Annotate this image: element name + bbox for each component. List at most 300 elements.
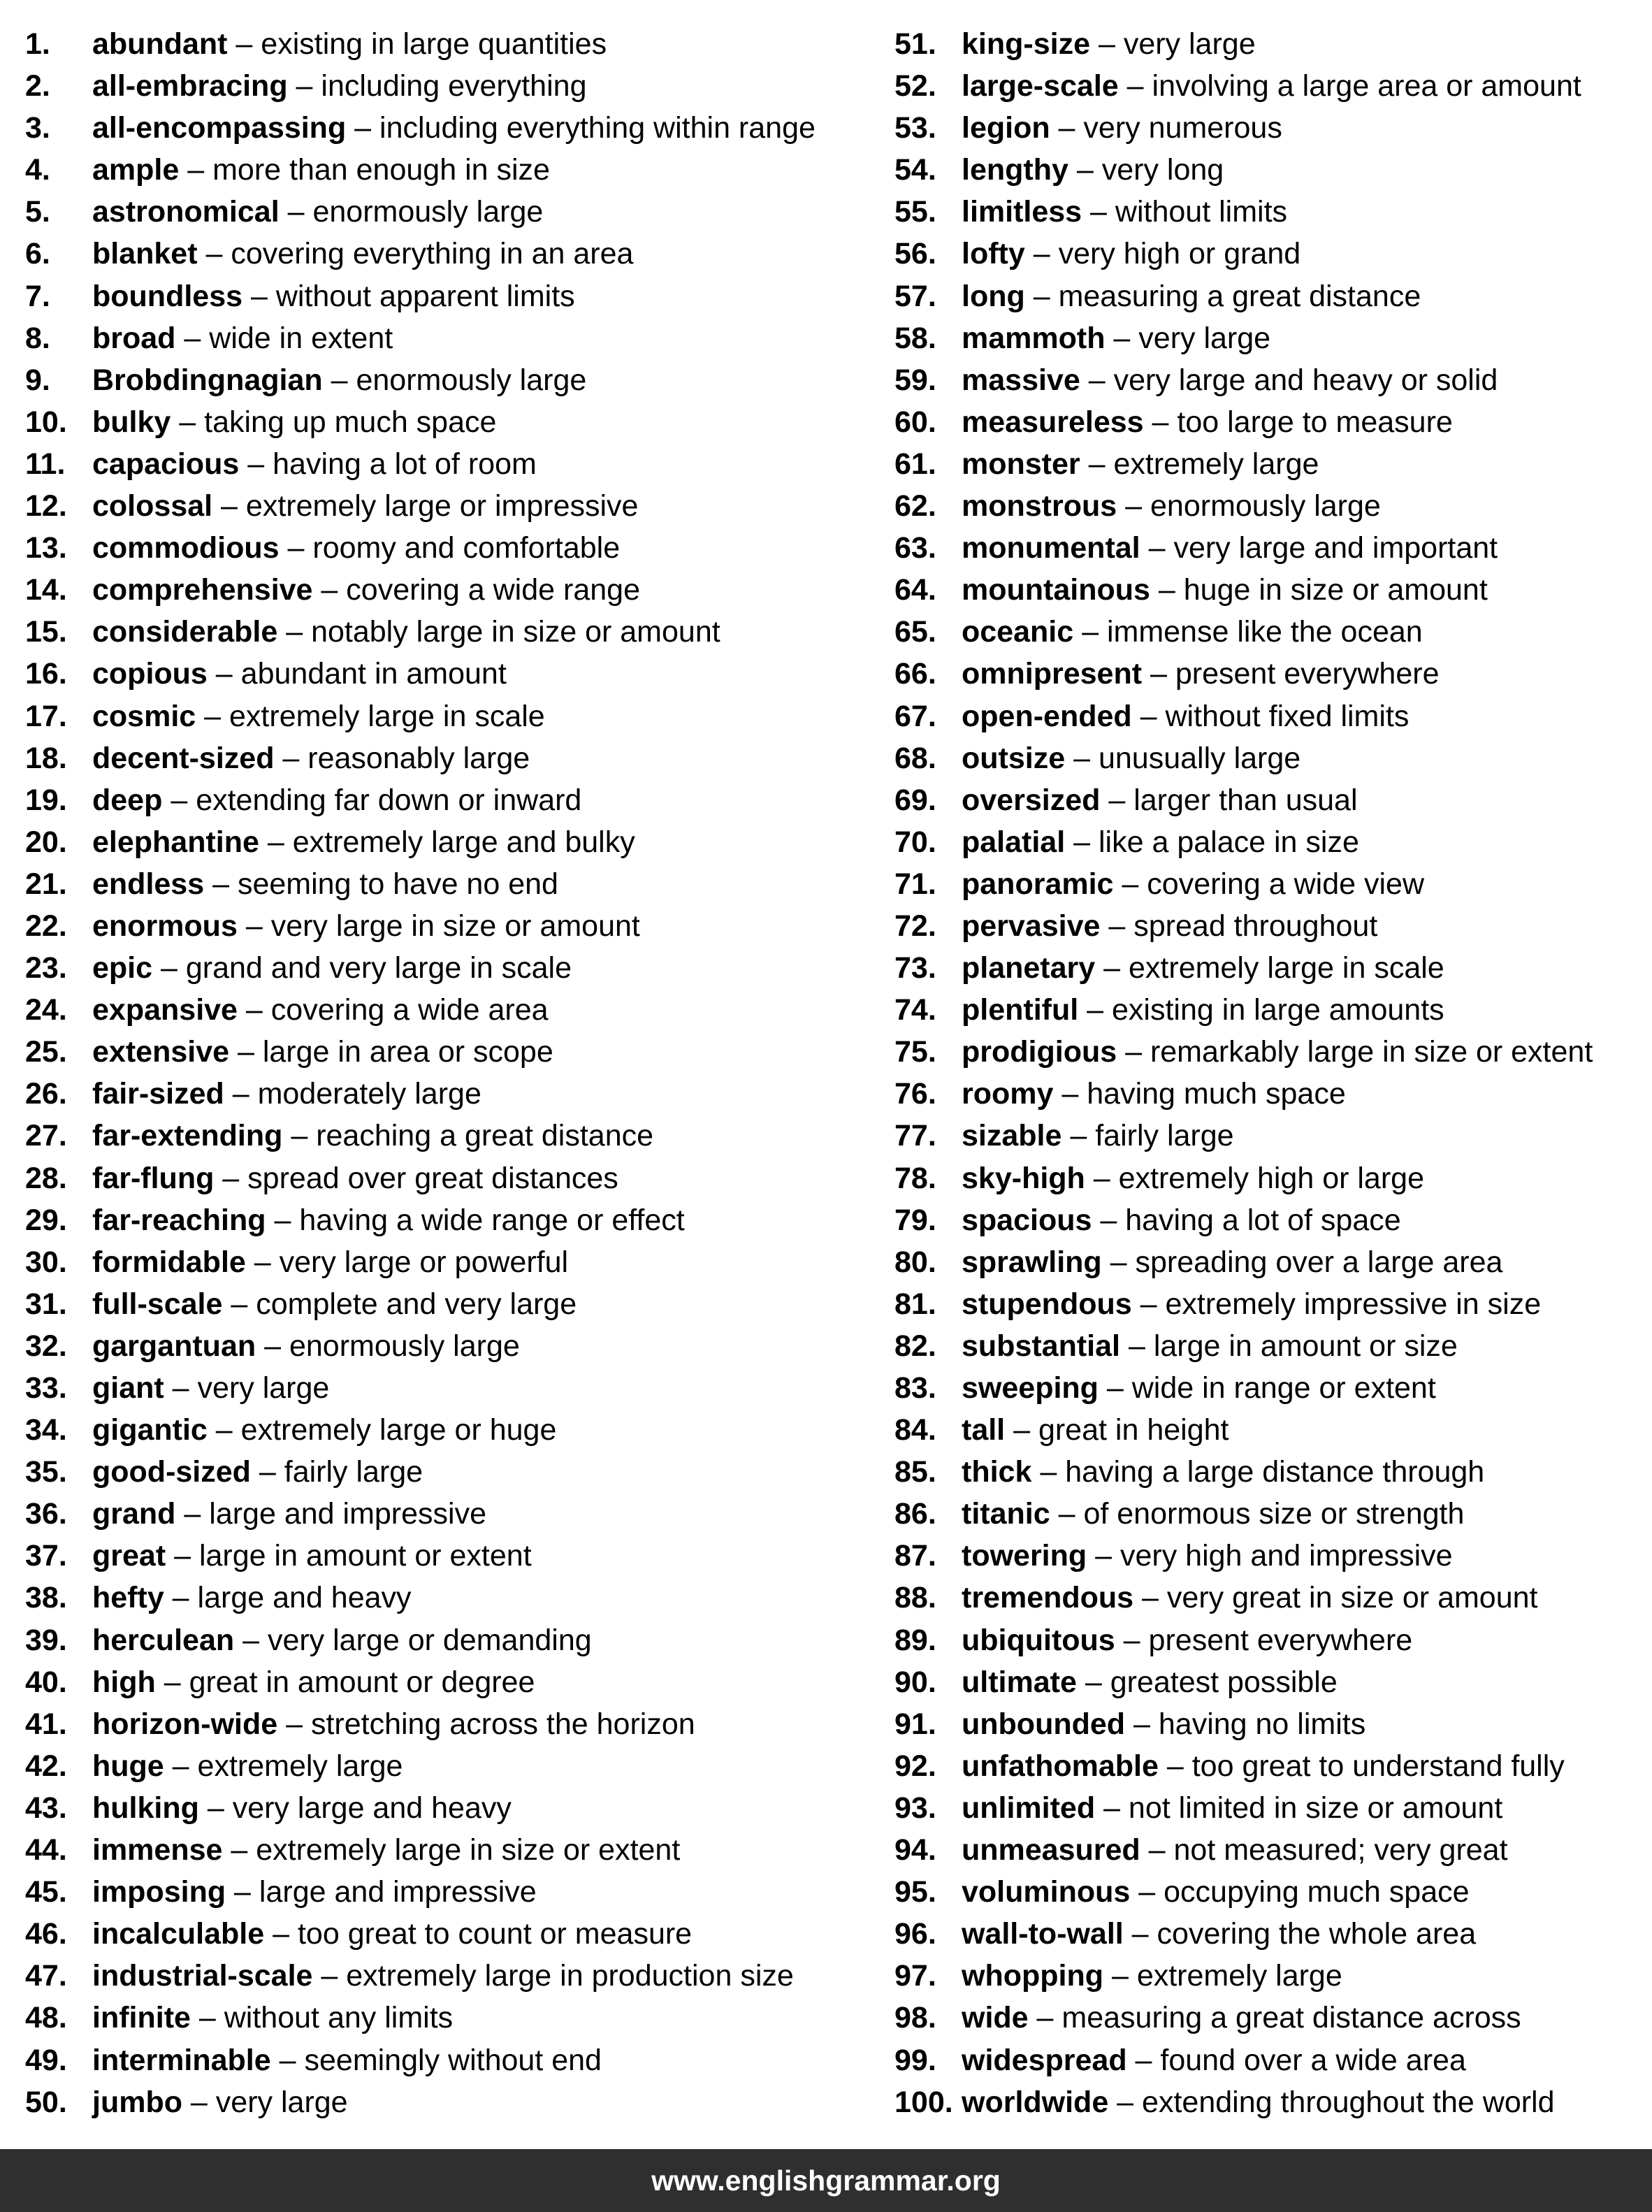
item-word: sky-high (962, 1161, 1085, 1195)
item-number: 1. (25, 27, 50, 61)
item-definition: very large and important (1173, 531, 1498, 565)
item-word: jumbo (92, 2085, 182, 2119)
item-word: comprehensive (92, 573, 313, 607)
item-definition: without limits (1115, 195, 1288, 229)
item-separator: – (207, 1413, 241, 1447)
list-item (894, 359, 1642, 401)
item-separator: – (1065, 741, 1099, 775)
item-separator: – (259, 825, 293, 859)
item-separator: – (1024, 237, 1059, 271)
item-separator: – (198, 1791, 233, 1825)
item-separator: – (277, 615, 312, 649)
item-definition: having no limits (1158, 1707, 1366, 1741)
item-word: widespread (962, 2043, 1127, 2077)
list-item (25, 443, 864, 485)
list-item (25, 1997, 864, 2039)
item-number: 4. (25, 153, 50, 187)
item-separator: – (346, 111, 380, 145)
item-number: 85. (894, 1455, 936, 1489)
item-number: 23. (25, 951, 67, 985)
item-word: wide (962, 2001, 1029, 2035)
item-word: elephantine (92, 825, 259, 859)
list-item (894, 1367, 1642, 1409)
item-number: 83. (894, 1371, 936, 1405)
item-word: tremendous (962, 1581, 1134, 1615)
item-definition: covering everything in an area (231, 237, 634, 271)
item-definition: occupying much space (1164, 1875, 1470, 1909)
item-word: gargantuan (92, 1329, 256, 1363)
list-item (25, 401, 864, 443)
item-separator: – (1085, 1161, 1119, 1195)
item-word: formidable (92, 1245, 246, 1279)
list-item (25, 275, 864, 317)
item-separator: – (245, 1245, 280, 1279)
item-definition: very large (197, 1371, 330, 1405)
list-item (894, 527, 1642, 569)
item-word: towering (962, 1539, 1087, 1573)
item-separator: – (277, 1707, 311, 1741)
list-item (894, 1703, 1642, 1745)
item-definition: large and impressive (209, 1497, 487, 1531)
item-number: 96. (894, 1917, 936, 1951)
item-separator: – (179, 153, 213, 187)
list-item (25, 1661, 864, 1703)
item-word: thick (962, 1455, 1032, 1489)
list-item (894, 1451, 1642, 1493)
list-item (25, 947, 864, 989)
item-word: lofty (962, 237, 1025, 271)
list-item (894, 1283, 1642, 1325)
item-number: 45. (25, 1875, 67, 1909)
item-definition: measuring a great distance (1058, 279, 1421, 313)
item-definition: of enormous size or strength (1083, 1497, 1465, 1531)
item-definition: abundant in amount (240, 657, 507, 691)
item-number: 33. (25, 1371, 67, 1405)
item-separator: – (1078, 993, 1113, 1027)
item-word: capacious (92, 447, 240, 481)
item-definition: moderately large (257, 1077, 481, 1111)
item-number: 8. (25, 321, 50, 355)
footer-website-link[interactable]: www.englishgrammar.org (651, 2164, 1001, 2197)
item-definition: including everything (321, 69, 587, 103)
item-separator: – (1100, 909, 1134, 943)
item-separator: – (256, 1329, 289, 1363)
item-number: 16. (25, 657, 67, 691)
item-word: stupendous (962, 1287, 1132, 1321)
item-separator: – (266, 1203, 300, 1237)
item-word: cosmic (92, 699, 196, 733)
item-number: 47. (25, 1959, 67, 1993)
item-number: 24. (25, 993, 67, 1027)
list-item (25, 1745, 864, 1787)
item-number: 78. (894, 1161, 936, 1195)
item-separator: – (224, 1077, 258, 1111)
item-separator: – (1105, 321, 1139, 355)
item-word: good-sized (92, 1455, 251, 1489)
item-number: 53. (894, 111, 936, 145)
item-definition: seeming to have no end (237, 867, 558, 901)
list-item (25, 1451, 864, 1493)
item-number: 95. (894, 1875, 936, 1909)
item-number: 52. (894, 69, 936, 103)
item-word: great (92, 1539, 166, 1573)
item-word: ample (92, 153, 180, 187)
item-word: mammoth (962, 321, 1106, 355)
item-word: panoramic (962, 867, 1114, 901)
list-item (25, 1115, 864, 1157)
item-word: hulking (92, 1791, 199, 1825)
item-separator: – (250, 1455, 284, 1489)
item-number: 18. (25, 741, 67, 775)
item-separator: – (1080, 447, 1114, 481)
item-word: roomy (962, 1077, 1054, 1111)
item-separator: – (279, 195, 313, 229)
item-separator: – (242, 279, 276, 313)
list-item (25, 695, 864, 737)
item-number: 80. (894, 1245, 936, 1279)
item-separator: – (1098, 1371, 1132, 1405)
item-word: unfathomable (962, 1749, 1159, 1783)
item-definition: extremely large or impressive (245, 489, 639, 523)
item-definition: large in amount or extent (198, 1539, 532, 1573)
item-number: 19. (25, 783, 67, 817)
list-item (25, 1787, 864, 1829)
item-separator: – (1050, 1497, 1084, 1531)
item-word: planetary (962, 951, 1096, 985)
item-word: tall (962, 1413, 1006, 1447)
item-definition: very large (1138, 321, 1271, 355)
list-item (894, 1829, 1642, 1871)
item-definition: taking up much space (204, 405, 497, 439)
item-word: titanic (962, 1497, 1050, 1531)
list-item (25, 1073, 864, 1115)
list-item (894, 1577, 1642, 1619)
list-item (25, 2039, 864, 2081)
list-item (894, 1241, 1642, 1283)
list-item (25, 863, 864, 905)
item-word: wall-to-wall (962, 1917, 1124, 1951)
item-number: 99. (894, 2043, 936, 2077)
item-separator: – (312, 1959, 347, 1993)
item-number: 3. (25, 111, 50, 145)
list-item (894, 1955, 1642, 1997)
item-number: 82. (894, 1329, 936, 1363)
item-separator: – (1123, 1917, 1157, 1951)
list-item (894, 23, 1642, 65)
item-definition: existing in large amounts (1112, 993, 1444, 1027)
item-number: 22. (25, 909, 67, 943)
item-word: open-ended (962, 699, 1132, 733)
item-number: 90. (894, 1665, 936, 1699)
item-number: 61. (894, 447, 936, 481)
item-number: 73. (894, 951, 936, 985)
item-word: colossal (92, 489, 213, 523)
item-number: 88. (894, 1581, 936, 1615)
item-word: expansive (92, 993, 238, 1027)
item-separator: – (237, 993, 271, 1027)
item-definition: large and impressive (259, 1875, 537, 1909)
item-separator: – (1158, 1749, 1192, 1783)
item-separator: – (212, 489, 246, 523)
item-word: industrial-scale (92, 1959, 313, 1993)
item-word: all-encompassing (92, 111, 347, 145)
list-item (894, 905, 1642, 947)
item-definition: measuring a great distance across (1062, 2001, 1521, 2035)
item-separator: – (1140, 531, 1174, 565)
list-item (894, 1619, 1642, 1661)
item-separator: – (1024, 279, 1059, 313)
item-word: sweeping (962, 1371, 1099, 1405)
item-word: huge (92, 1749, 164, 1783)
item-definition: very large or powerful (279, 1245, 569, 1279)
list-item (25, 485, 864, 527)
item-separator: – (1115, 1623, 1149, 1657)
item-definition: covering a wide area (270, 993, 549, 1027)
item-definition: having a wide range or effect (299, 1203, 685, 1237)
list-item (25, 1031, 864, 1073)
item-number: 5. (25, 195, 50, 229)
item-number: 39. (25, 1623, 67, 1657)
item-separator: – (1076, 1665, 1110, 1699)
item-definition: reaching a great distance (316, 1119, 654, 1153)
item-word: extensive (92, 1035, 230, 1069)
list-item (894, 611, 1642, 653)
list-item (894, 485, 1642, 527)
item-separator: – (1117, 489, 1150, 523)
item-word: omnipresent (962, 657, 1143, 691)
item-definition: too large to measure (1177, 405, 1453, 439)
item-number: 89. (894, 1623, 936, 1657)
item-word: sizable (962, 1119, 1062, 1153)
item-separator: – (190, 2001, 224, 2035)
item-word: oversized (962, 783, 1101, 817)
item-number: 10. (25, 405, 67, 439)
item-word: far-reaching (92, 1203, 266, 1237)
item-definition: without fixed limits (1165, 699, 1410, 733)
item-definition: very large in size or amount (270, 909, 640, 943)
list-item (894, 1535, 1642, 1577)
item-number: 57. (894, 279, 936, 313)
item-separator: – (234, 1623, 268, 1657)
list-item (25, 779, 864, 821)
item-definition: notably large in size or amount (311, 615, 720, 649)
item-number: 86. (894, 1497, 936, 1531)
item-separator: – (1131, 1287, 1166, 1321)
list-item (25, 1241, 864, 1283)
item-word: legion (962, 111, 1050, 145)
list-item (894, 1871, 1642, 1913)
item-number: 100. (894, 2085, 953, 2119)
item-word: enormous (92, 909, 238, 943)
item-definition: involving a large area or amount (1152, 69, 1581, 103)
item-separator: – (197, 237, 231, 271)
item-separator: – (182, 2085, 216, 2119)
item-word: decent-sized (92, 741, 275, 775)
item-definition: present everywhere (1148, 1623, 1413, 1657)
item-number: 55. (894, 195, 936, 229)
item-separator: – (1005, 1413, 1038, 1447)
list-item (25, 1577, 864, 1619)
list-item (25, 149, 864, 191)
item-number: 79. (894, 1203, 936, 1237)
item-word: all-embracing (92, 69, 288, 103)
item-word: gigantic (92, 1413, 208, 1447)
item-separator: – (1150, 573, 1184, 607)
item-number: 65. (894, 615, 936, 649)
item-definition: extremely large in size or extent (256, 1833, 681, 1867)
item-separator: – (274, 741, 308, 775)
item-word: oceanic (962, 615, 1074, 649)
item-separator: – (279, 531, 313, 565)
item-separator: – (196, 699, 230, 733)
item-number: 13. (25, 531, 67, 565)
list-item (25, 1955, 864, 1997)
item-word: monster (962, 447, 1080, 481)
item-number: 40. (25, 1665, 67, 1699)
item-word: astronomical (92, 195, 280, 229)
item-number: 93. (894, 1791, 936, 1825)
item-definition: having a large distance through (1065, 1455, 1485, 1489)
item-number: 81. (894, 1287, 936, 1321)
item-definition: roomy and comfortable (312, 531, 621, 565)
item-word: ubiquitous (962, 1623, 1115, 1657)
item-number: 28. (25, 1161, 67, 1195)
item-separator: – (1087, 1539, 1120, 1573)
item-separator: – (227, 27, 261, 61)
item-word: hefty (92, 1581, 164, 1615)
item-definition: without apparent limits (275, 279, 575, 313)
item-word: deep (92, 783, 163, 817)
list-item (25, 1619, 864, 1661)
list-item (894, 1661, 1642, 1703)
item-word: far-extending (92, 1119, 283, 1153)
item-number: 69. (894, 783, 936, 817)
item-separator: – (264, 1917, 298, 1951)
item-word: prodigious (962, 1035, 1117, 1069)
item-number: 30. (25, 1245, 67, 1279)
list-item (894, 65, 1642, 107)
item-number: 2. (25, 69, 50, 103)
item-definition: very high and impressive (1120, 1539, 1453, 1573)
item-separator: – (1095, 951, 1129, 985)
item-word: pervasive (962, 909, 1101, 943)
item-number: 63. (894, 531, 936, 565)
item-word: considerable (92, 615, 278, 649)
item-word: long (962, 279, 1025, 313)
item-number: 72. (894, 909, 936, 943)
item-definition: seemingly without end (304, 2043, 602, 2077)
item-number: 11. (25, 447, 66, 481)
item-definition: spread throughout (1133, 909, 1378, 943)
item-separator: – (222, 1833, 256, 1867)
list-item (25, 107, 864, 149)
item-word: whopping (962, 1959, 1103, 1993)
list-item (894, 1115, 1642, 1157)
list-item (25, 821, 864, 863)
item-separator: – (152, 951, 186, 985)
item-definition: very large and heavy or solid (1113, 363, 1498, 397)
item-definition: extremely large (197, 1749, 403, 1783)
list-item (894, 779, 1642, 821)
item-separator: – (1131, 699, 1166, 733)
item-definition: fairly large (1095, 1119, 1234, 1153)
item-word: ultimate (962, 1665, 1077, 1699)
item-word: blanket (92, 237, 198, 271)
item-word: large-scale (962, 69, 1119, 103)
item-word: limitless (962, 195, 1082, 229)
list-item (25, 359, 864, 401)
item-word: voluminous (962, 1875, 1131, 1909)
item-number: 74. (894, 993, 936, 1027)
item-separator: – (1118, 69, 1152, 103)
item-separator: – (1050, 111, 1084, 145)
item-number: 60. (894, 405, 936, 439)
item-number: 62. (894, 489, 936, 523)
item-word: copious (92, 657, 208, 691)
list-item (894, 1997, 1642, 2039)
list-item (25, 1871, 864, 1913)
item-number: 49. (25, 2043, 67, 2077)
item-separator: – (282, 1119, 317, 1153)
item-separator: – (1125, 1707, 1159, 1741)
list-item (25, 1199, 864, 1241)
item-definition: spread over great distances (247, 1161, 618, 1195)
item-number: 36. (25, 1497, 67, 1531)
item-separator: – (1028, 2001, 1062, 2035)
item-definition: very large (1123, 27, 1256, 61)
item-number: 94. (894, 1833, 936, 1867)
item-definition: very large or demanding (267, 1623, 592, 1657)
item-number: 17. (25, 699, 67, 733)
item-definition: present everywhere (1175, 657, 1440, 691)
item-number: 98. (894, 2001, 936, 2035)
item-definition: great in amount or degree (189, 1665, 535, 1699)
list-item (25, 1325, 864, 1367)
item-word: Brobdingnagian (92, 363, 323, 397)
item-separator: – (1140, 1833, 1174, 1867)
item-definition: extending far down or inward (196, 783, 582, 817)
item-definition: extremely large (1136, 1959, 1342, 1993)
item-definition: including everything within range (379, 111, 816, 145)
list-item (25, 2081, 864, 2123)
word-list (0, 23, 1652, 2119)
item-number: 7. (25, 279, 50, 313)
item-separator: – (166, 1539, 199, 1573)
item-word: horizon-wide (92, 1707, 278, 1741)
item-separator: – (204, 867, 238, 901)
item-definition: not limited in size or amount (1128, 1791, 1503, 1825)
list-item (894, 443, 1642, 485)
list-item (25, 905, 864, 947)
item-word: imposing (92, 1875, 226, 1909)
list-item (894, 947, 1642, 989)
item-number: 15. (25, 615, 67, 649)
item-definition: large in area or scope (262, 1035, 553, 1069)
item-definition: very large and heavy (232, 1791, 512, 1825)
footer-bar (0, 2149, 1652, 2212)
word-list-left-column (25, 23, 864, 2123)
list-item (894, 653, 1642, 695)
item-word: spacious (962, 1203, 1092, 1237)
item-number: 97. (894, 1959, 936, 1993)
item-number: 68. (894, 741, 936, 775)
item-separator: – (1090, 27, 1124, 61)
item-separator: – (1080, 363, 1114, 397)
item-number: 64. (894, 573, 936, 607)
item-number: 6. (25, 237, 50, 271)
item-word: immense (92, 1833, 223, 1867)
item-separator: – (164, 1749, 198, 1783)
